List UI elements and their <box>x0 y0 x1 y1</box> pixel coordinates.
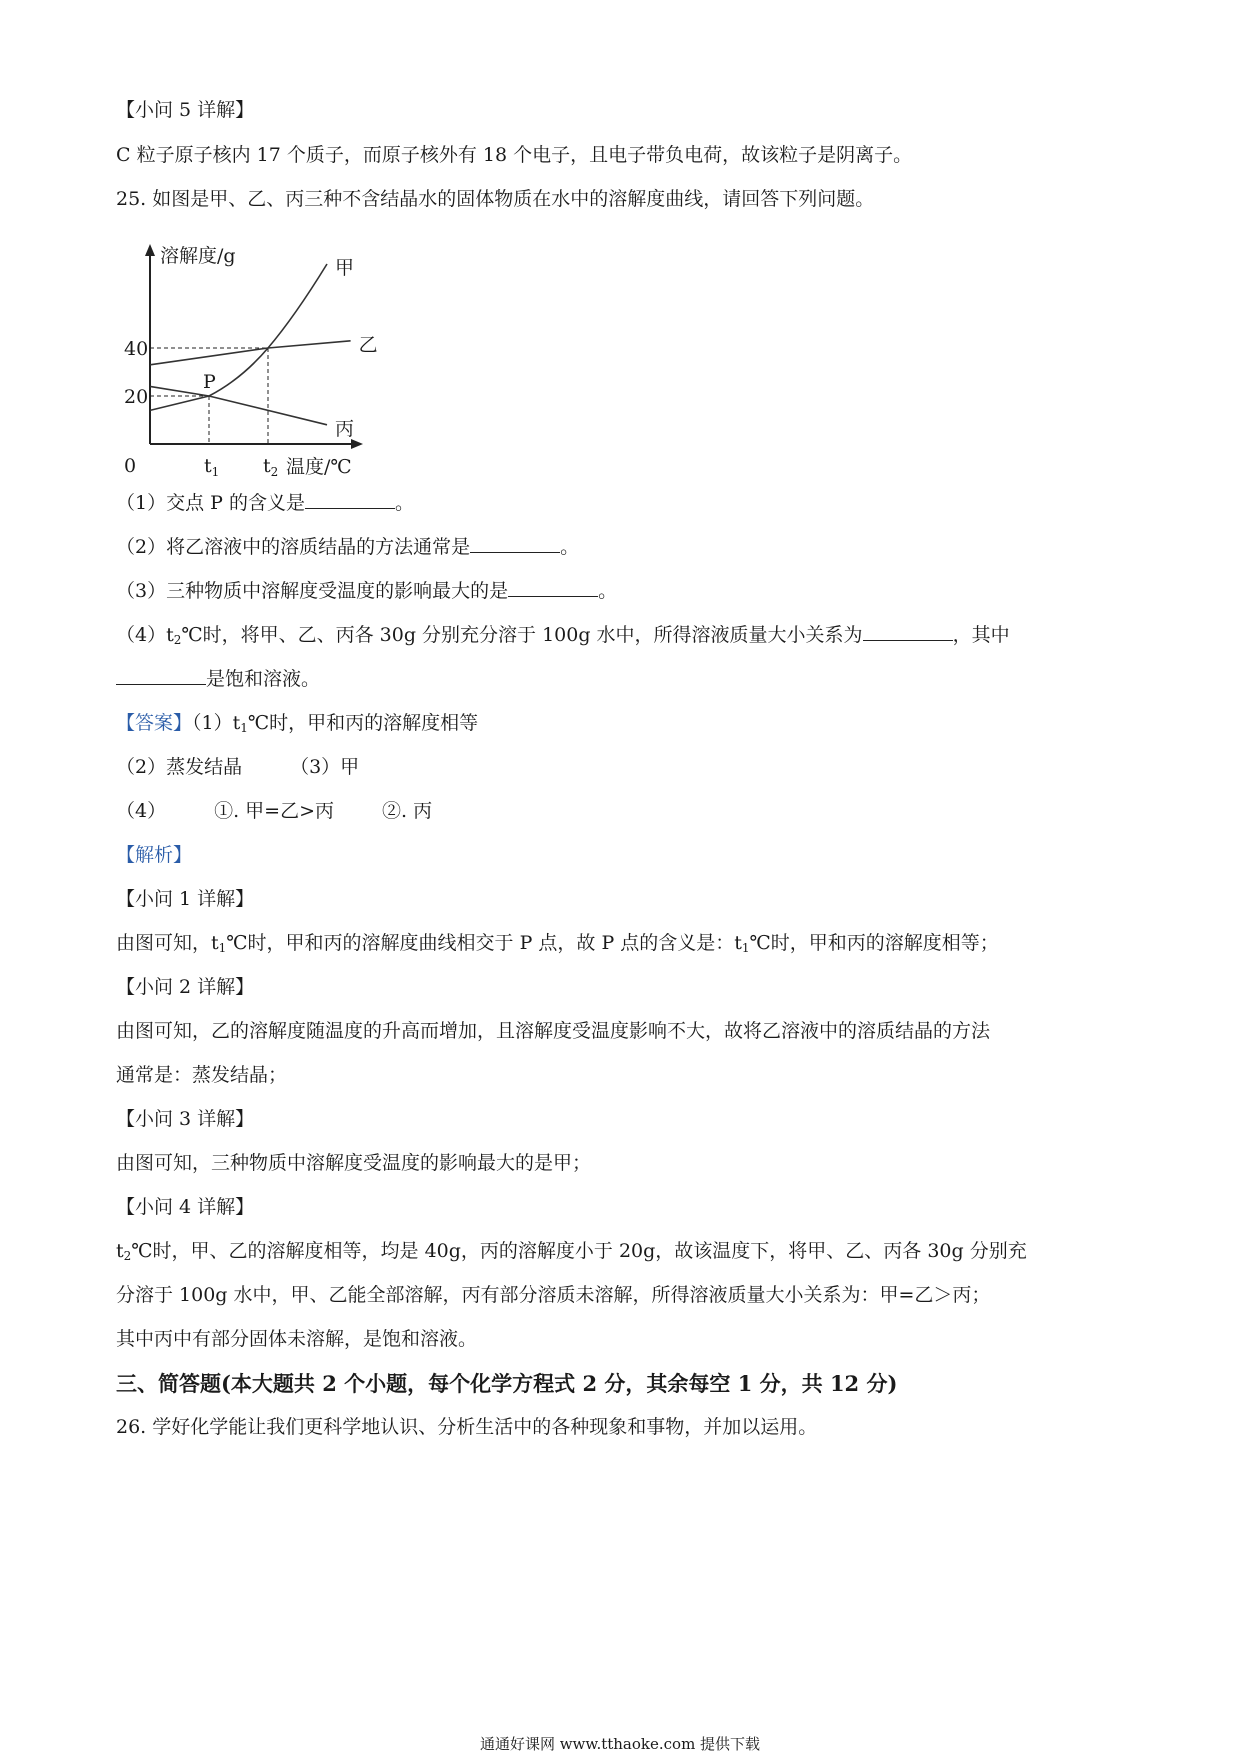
answer-2: （2）蒸发结晶 <box>116 756 243 778</box>
answer-4-second: ②. 丙 <box>382 800 433 822</box>
x-tick-label-t2: $t_2$ <box>263 455 279 479</box>
series-label-2: 乙 <box>358 333 378 356</box>
footer-watermark: 通通好课网 www.tthaoke.com 提供下载 <box>479 1735 761 1753</box>
sub-question-1-title: 【小问 1 详解】 <box>116 888 255 910</box>
x-axis-arrow <box>351 439 363 449</box>
sub-question-3-explanation: 由图可知，三种物质中溶解度受温度的影响最大的是甲； <box>116 1152 592 1174</box>
y-axis-arrow <box>145 244 155 256</box>
sub-question-5-explanation: C 粒子原子核内 17 个质子，而原子核外有 18 个电子，且电子带负电荷，故该粒子是阴离子。 <box>116 144 913 166</box>
origin-label: 0 <box>124 455 137 477</box>
text: ℃时，甲、乙的溶解度相等，均是 40g，丙的溶解度小于 20g，故该温度下，将甲、乙、丙各 30g 分别充 <box>131 1240 1027 1262</box>
part-4-line-2-text: 是饱和溶液。 <box>206 668 321 690</box>
part-4-end: ，其中 <box>952 624 1010 646</box>
answer-4-number: （4） <box>116 800 167 822</box>
subscript: 1 <box>218 941 227 955</box>
text: ℃时，甲和丙的溶解度曲线相交于 P 点，故 P 点的含义是：t <box>226 932 742 954</box>
part-2-text: （2）将乙溶液中的溶质结晶的方法通常是 <box>116 536 471 558</box>
answer-4-first: ①. 甲=乙>丙 <box>214 800 335 822</box>
sub-question-4-explanation-line-2: 分溶于 100g 水中，甲、乙能全部溶解，丙有部分溶质未溶解，所得溶液质量大小关系为：甲=乙＞丙； <box>116 1284 991 1306</box>
subscript: 2 <box>123 1249 132 1263</box>
subscript: 1 <box>741 941 750 955</box>
sub-question-2-explanation-line-2: 通常是：蒸发结晶； <box>116 1064 288 1086</box>
sub-question-1-explanation <box>116 928 999 955</box>
sub-question-2-explanation-line-1: 由图可知，乙的溶解度随温度的升高而增加，且溶解度受温度影响不大，故将乙溶液中的溶质结晶的方法 <box>116 1020 991 1042</box>
answer-line-2 <box>116 752 359 779</box>
point-p-label: P <box>203 371 216 393</box>
text: ℃时，甲和丙的溶解度相等； <box>749 932 999 954</box>
answer-blank <box>470 536 560 553</box>
section-3-heading: 三、简答题(本大题共 2 个小题，每个化学方程式 2 分，其余每空 1 分，共 12 分) <box>116 1371 898 1396</box>
sub-question-4-explanation-line-1 <box>116 1236 1027 1263</box>
answer-3: （3）甲 <box>290 756 360 778</box>
answer-1-prefix: （1）t <box>192 712 241 734</box>
answer-tag: 【答案】 <box>116 712 193 734</box>
question-26-stem: 26. 学好化学能让我们更科学地认识、分析生活中的各种现象和事物，并加以运用。 <box>116 1416 818 1438</box>
question-25-part-3 <box>116 576 617 603</box>
answer-blank <box>863 624 953 641</box>
answer-line-1 <box>116 708 478 735</box>
text: 由图可知，t <box>116 932 219 954</box>
series-label-1: 甲 <box>335 257 355 279</box>
sub-question-3-title: 【小问 3 详解】 <box>116 1108 255 1130</box>
answer-blank <box>305 492 395 509</box>
part-4-text: ℃时，将甲、乙、丙各 30g 分别充分溶于 100g 水中，所得溶液质量大小关系为 <box>181 624 863 646</box>
answer-1-text: ℃时，甲和丙的溶解度相等 <box>247 712 479 734</box>
answer-line-4 <box>116 796 432 823</box>
x-tick-label-t1: $t_1$ <box>204 455 220 479</box>
question-25-part-2 <box>116 532 579 559</box>
subscript: 1 <box>240 721 248 735</box>
series-line-3 <box>150 386 327 424</box>
part-2-end: 。 <box>560 536 580 558</box>
x-axis-label: 温度/℃ <box>286 456 352 478</box>
question-25-part-4-line-2 <box>116 664 320 691</box>
y-axis-label: 溶解度/g <box>160 245 236 267</box>
answer-blank <box>116 668 206 685</box>
part-3-end: 。 <box>598 580 618 602</box>
analysis-tag: 【解析】 <box>116 844 193 866</box>
part-1-text: （1）交点 P 的含义是 <box>116 492 305 514</box>
question-25-part-4 <box>116 620 1010 647</box>
series-line-1 <box>150 264 327 410</box>
series-label-3: 丙 <box>335 417 355 440</box>
sub-question-2-title: 【小问 2 详解】 <box>116 976 255 998</box>
part-4-prefix: （4）t <box>116 624 174 646</box>
y-tick-label: 20 <box>124 386 149 408</box>
sub-question-4-title: 【小问 4 详解】 <box>116 1196 255 1218</box>
question-25-part-1 <box>116 488 414 515</box>
sub-question-4-explanation-line-3: 其中丙中有部分固体未溶解，是饱和溶液。 <box>116 1328 478 1350</box>
part-3-text: （3）三种物质中溶解度受温度的影响最大的是 <box>116 580 509 602</box>
subscript: 2 <box>173 633 182 647</box>
part-1-end: 。 <box>394 492 414 514</box>
sub-question-5-title: 【小问 5 详解】 <box>116 99 255 121</box>
y-tick-label: 40 <box>124 338 149 360</box>
text: t <box>116 1240 124 1262</box>
question-25-stem: 25. 如图是甲、乙、丙三种不含结晶水的固体物质在水中的溶解度曲线，请回答下列问题。 <box>116 188 875 210</box>
answer-blank <box>508 580 598 597</box>
series-line-2 <box>150 341 351 365</box>
